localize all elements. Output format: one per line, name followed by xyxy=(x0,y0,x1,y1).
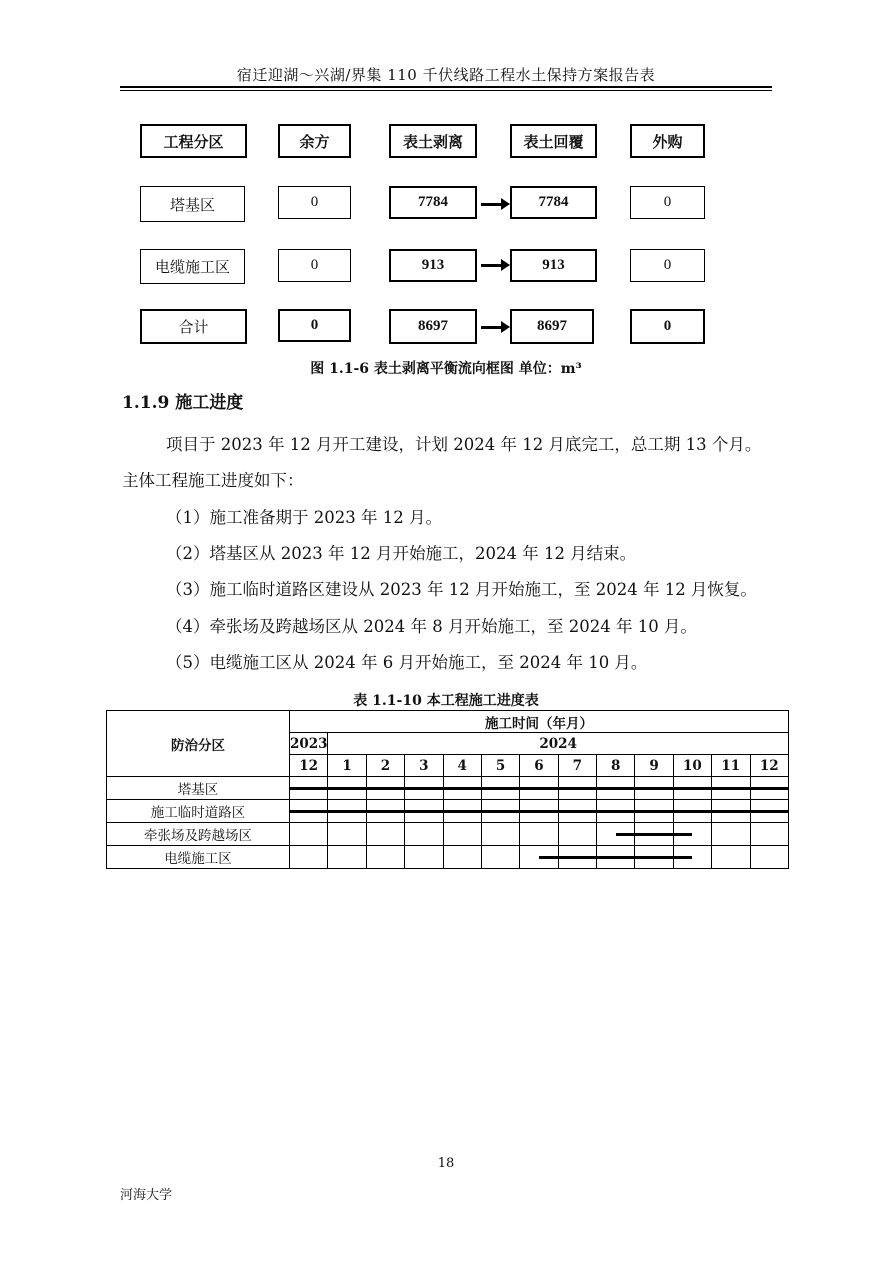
schedule-bar xyxy=(367,787,404,790)
schedule-bar xyxy=(597,787,634,790)
schedule-cell xyxy=(520,777,558,800)
flow-zone-label-total: 合计 xyxy=(140,309,247,344)
schedule-cell xyxy=(597,800,635,823)
schedule-cell xyxy=(481,846,519,869)
schedule-cell xyxy=(443,823,481,846)
paragraph-line: 项目于 2023 年 12 月开工建设，计划 2024 年 12 月底完工，总工期 13 个月。 xyxy=(166,435,762,454)
schedule-cell xyxy=(366,800,404,823)
footer-text: 河海大学 xyxy=(120,1188,173,1203)
schedule-cell xyxy=(328,846,366,869)
schedule-cell xyxy=(635,823,673,846)
month-cell: 8 xyxy=(597,755,635,777)
schedule-cell xyxy=(481,777,519,800)
schedule-bar xyxy=(405,810,442,813)
list-item: （5）电缆施工区从 2024 年 6 月开始施工，至 2024 年 10 月。 xyxy=(166,653,648,672)
flow-cover-value: 8697 xyxy=(510,309,594,344)
schedule-bar xyxy=(751,810,789,813)
schedule-bar xyxy=(674,856,693,859)
schedule-cell xyxy=(290,846,328,869)
schedule-bar xyxy=(539,856,558,859)
table-row xyxy=(107,846,789,869)
month-cell: 5 xyxy=(481,755,519,777)
list-item: （1）施工准备期于 2023 年 12 月。 xyxy=(166,508,442,527)
schedule-bar xyxy=(367,810,404,813)
schedule-bar xyxy=(520,810,557,813)
flow-header-surplus: 余方 xyxy=(278,124,351,158)
schedule-bar xyxy=(444,810,481,813)
flow-strip-value: 913 xyxy=(389,249,477,282)
schedule-cell xyxy=(712,823,750,846)
flow-purchase-value: 0 xyxy=(630,249,705,282)
schedule-cell xyxy=(481,800,519,823)
schedule-cell xyxy=(635,800,673,823)
schedule-bar xyxy=(674,787,711,790)
schedule-cell xyxy=(712,800,750,823)
schedule-cell xyxy=(597,777,635,800)
schedule-bar xyxy=(597,856,634,859)
schedule-cell xyxy=(750,800,789,823)
schedule-bar xyxy=(635,833,672,836)
row-header-cell: 防治分区 xyxy=(107,711,290,777)
schedule-cell xyxy=(673,777,711,800)
flow-strip-value: 7784 xyxy=(389,186,477,219)
month-cell: 11 xyxy=(712,755,750,777)
schedule-cell xyxy=(597,846,635,869)
section-heading: 1.1.9 施工进度 xyxy=(122,393,244,413)
schedule-bar xyxy=(405,787,442,790)
flow-header-cover: 表土回覆 xyxy=(510,124,597,158)
schedule-cell xyxy=(635,777,673,800)
list-item: （2）塔基区从 2023 年 12 月开始施工，2024 年 12 月结束。 xyxy=(166,544,637,563)
schedule-cell xyxy=(712,777,750,800)
schedule-cell xyxy=(635,846,673,869)
flow-arrow xyxy=(481,264,503,267)
schedule-bar xyxy=(597,810,634,813)
header-rule-thick xyxy=(120,86,772,88)
schedule-bar xyxy=(712,810,749,813)
paragraph-line: 主体工程施工进度如下： xyxy=(122,471,304,490)
schedule-cell xyxy=(405,823,443,846)
schedule-bar xyxy=(674,810,711,813)
flow-cover-value: 913 xyxy=(510,249,597,282)
schedule-cell xyxy=(443,846,481,869)
schedule-bar xyxy=(635,856,672,859)
month-cell: 6 xyxy=(520,755,558,777)
flow-cover-value: 7784 xyxy=(510,186,597,219)
flow-purchase-value: 0 xyxy=(630,309,705,344)
schedule-bar xyxy=(559,856,596,859)
flow-surplus-value: 0 xyxy=(278,309,351,342)
month-cell: 12 xyxy=(750,755,789,777)
list-item: （4）牵张场及跨越场区从 2024 年 8 月开始施工，至 2024 年 10 月。 xyxy=(166,617,697,636)
zone-name-cell: 牵张场及跨越场区 xyxy=(107,823,290,846)
schedule-cell xyxy=(328,800,366,823)
month-cell: 3 xyxy=(405,755,443,777)
schedule-cell xyxy=(290,800,328,823)
schedule-bar xyxy=(290,787,327,790)
flow-purchase-value: 0 xyxy=(630,186,705,219)
schedule-cell xyxy=(597,823,635,846)
zone-name-cell: 施工临时道路区 xyxy=(107,800,290,823)
zone-name-cell: 电缆施工区 xyxy=(107,846,290,869)
schedule-cell xyxy=(520,823,558,846)
schedule-cell xyxy=(520,846,558,869)
schedule-bar xyxy=(559,810,596,813)
schedule-cell xyxy=(750,777,789,800)
schedule-cell xyxy=(328,777,366,800)
flow-zone-label: 电缆施工区 xyxy=(140,249,245,284)
schedule-cell xyxy=(405,800,443,823)
time-header-cell: 施工时间（年月） xyxy=(290,711,789,733)
schedule-bar xyxy=(444,787,481,790)
schedule-cell xyxy=(712,846,750,869)
year-cell: 2023 xyxy=(290,733,328,755)
header-rule-thin xyxy=(120,90,772,91)
flow-zone-label: 塔基区 xyxy=(140,186,245,222)
schedule-bar xyxy=(751,787,789,790)
flow-strip-value: 8697 xyxy=(389,309,477,344)
table-row xyxy=(107,777,789,800)
schedule-cell xyxy=(443,800,481,823)
page-number: 18 xyxy=(437,1156,455,1171)
page-header-title: 宿迁迎湖～兴湖/界集 110 千伏线路工程水土保持方案报告表 xyxy=(236,66,656,84)
schedule-cell xyxy=(405,777,443,800)
schedule-cell xyxy=(673,846,711,869)
flow-header-zone: 工程分区 xyxy=(140,124,247,158)
month-cell: 9 xyxy=(635,755,673,777)
schedule-bar xyxy=(482,787,519,790)
month-cell: 7 xyxy=(558,755,596,777)
figure-caption: 图 1.1-6 表土剥离平衡流向框图 单位：m³ xyxy=(310,361,582,377)
schedule-bar xyxy=(635,810,672,813)
month-cell: 12 xyxy=(290,755,328,777)
schedule-cell xyxy=(750,846,789,869)
list-item: （3）施工临时道路区建设从 2023 年 12 月开始施工，至 2024 年 12 月恢复。 xyxy=(166,580,757,599)
schedule-cell xyxy=(750,823,789,846)
schedule-bar xyxy=(635,787,672,790)
schedule-cell xyxy=(558,846,596,869)
schedule-cell xyxy=(558,823,596,846)
schedule-bar xyxy=(559,787,596,790)
schedule-cell xyxy=(443,777,481,800)
flow-surplus-value: 0 xyxy=(278,249,351,282)
flow-arrow xyxy=(481,326,503,329)
flow-surplus-value: 0 xyxy=(278,186,351,219)
schedule-bar xyxy=(520,787,557,790)
schedule-cell xyxy=(366,823,404,846)
schedule-bar xyxy=(482,810,519,813)
month-cell: 1 xyxy=(328,755,366,777)
schedule-cell xyxy=(366,777,404,800)
table-row xyxy=(107,823,789,846)
schedule-cell xyxy=(481,823,519,846)
schedule-cell xyxy=(405,846,443,869)
schedule-bar xyxy=(674,833,693,836)
schedule-cell xyxy=(290,823,328,846)
schedule-cell xyxy=(366,846,404,869)
schedule-cell xyxy=(673,823,711,846)
month-cell: 10 xyxy=(673,755,711,777)
schedule-bar xyxy=(712,787,749,790)
table-caption: 表 1.1-10 本工程施工进度表 xyxy=(353,693,539,709)
schedule-body xyxy=(107,777,789,869)
schedule-bar xyxy=(328,810,365,813)
schedule-cell xyxy=(328,823,366,846)
schedule-bar xyxy=(328,787,365,790)
zone-name-cell: 塔基区 xyxy=(107,777,290,800)
flow-header-strip: 表土剥离 xyxy=(389,124,477,158)
schedule-cell xyxy=(558,800,596,823)
schedule-cell xyxy=(290,777,328,800)
flow-arrow xyxy=(481,203,503,206)
schedule-bar xyxy=(290,810,327,813)
schedule-bar xyxy=(616,833,635,836)
schedule-cell xyxy=(520,800,558,823)
schedule-cell xyxy=(558,777,596,800)
month-cell: 2 xyxy=(366,755,404,777)
month-cell: 4 xyxy=(443,755,481,777)
table-row xyxy=(107,800,789,823)
schedule-table xyxy=(106,710,789,869)
year-cell: 2024 xyxy=(328,733,789,755)
flow-header-purchase: 外购 xyxy=(630,124,705,158)
schedule-cell xyxy=(673,800,711,823)
